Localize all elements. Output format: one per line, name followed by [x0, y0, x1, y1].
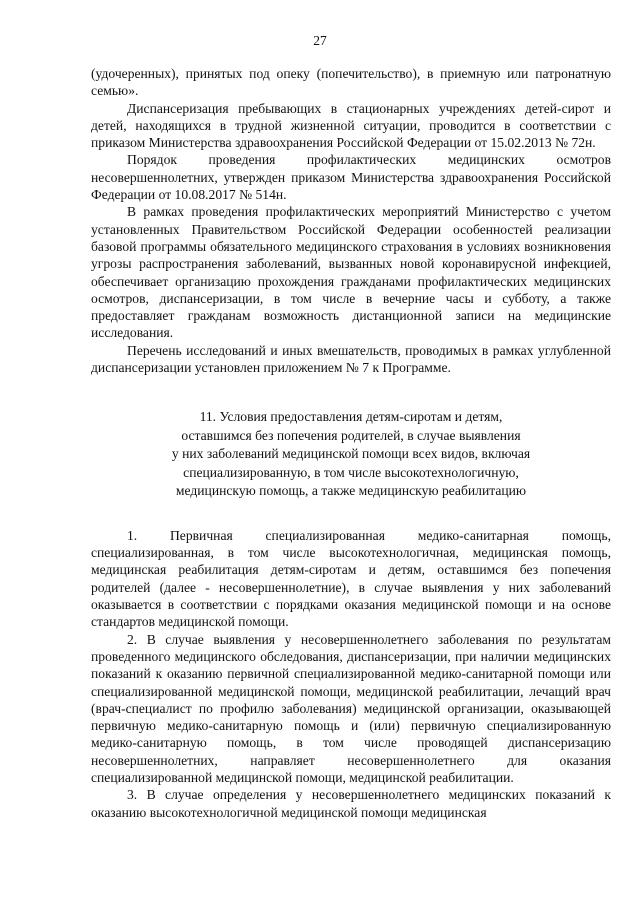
- paragraph-preventive-exam-order: Порядок проведения профилактических медицинских осмотров несовершеннолетних, утвержден приказом Министерства здравоохранения Российской Федерации от 10.08.2017 № 514н.: [91, 152, 611, 203]
- section-heading-line: оставшимся без попечения родителей, в случае выявления: [181, 427, 521, 443]
- section-heading-line: 11. Условия предоставления детям-сиротам и детям,: [199, 409, 503, 425]
- section-heading-line: у них заболеваний медицинской помощи всех видов, включая: [171, 446, 531, 462]
- section-heading-line: специализированную, в том числе высокотехнологичную,: [183, 464, 519, 480]
- page-number: 27: [313, 33, 327, 48]
- paragraph-covid-measures: В рамках проведения профилактических мероприятий Министерство с учетом установленных Правительством Российской Федерации особенностей реализации базовой программы обязательного медицинского страхования в условиях возникновения угрозы распространения заболеваний, вызванных новой коронавирусной инфекцией, обеспечивает организацию прохождения гражданами профилактических медицинских осмотров, диспансеризации, в том числе в вечерние часы и субботу, а также предоставляет гражданам возможность дистанционной записи на медицинские исследования.: [91, 204, 611, 341]
- clause-3: 3. В случае определения у несовершеннолетнего медицинских показаний к оказанию высокотехнологичной медицинской помощи медицинская: [91, 787, 611, 820]
- document-body: [91, 65, 611, 821]
- paragraph-dispensary-orphans: Диспансеризация пребывающих в стационарных учреждениях детей-сирот и детей, находящихся в трудной жизненной ситуации, проводится в соответствии с приказом Министерства здравоохранения Российской Федерации от 15.02.2013 № 72н.: [91, 100, 611, 151]
- clause-2: 2. В случае выявления у несовершеннолетнего заболевания по результатам проведенного медицинского обследования, диспансеризации, при наличии медицинских показаний к оказанию первичной специализированной медико-санитарной помощи или специализированной медицинской помощи, медицинской реабилитации, лечащий врач (врач-специалист по профилю заболевания) медицинской организации, оказывающей первичную медико-санитарную помощь и (или) первичную специализированную медико-санитарную помощь, в том числе проводящей диспансеризацию несовершеннолетних, направляет несовершеннолетнего для оказания специализированной медицинской помощи, медицинской реабилитации.: [91, 631, 611, 785]
- section-heading: [91, 408, 611, 501]
- clause-1: 1. Первичная специализированная медико-санитарная помощь, специализированная, в том числе высокотехнологичная, медицинская помощь, медицинская реабилитация детям-сиротам и детям, оставшимся без попечения родителей (далее - несовершеннолетние), в случае выявления у них заболеваний оказывается в соответствии с порядками оказания медицинской помощи и на основе стандартов медицинской помощи.: [91, 527, 611, 630]
- paragraph-continuation: (удочеренных), принятых под опеку (попечительство), в приемную или патронатную семью».: [91, 66, 611, 99]
- section-heading-line: медицинскую помощь, а также медицинскую реабилитацию: [175, 483, 527, 499]
- paragraph-in-depth-dispensary: Перечень исследований и иных вмешательств, проводимых в рамках углубленной диспансеризации установлен приложением № 7 к Программе.: [91, 342, 611, 376]
